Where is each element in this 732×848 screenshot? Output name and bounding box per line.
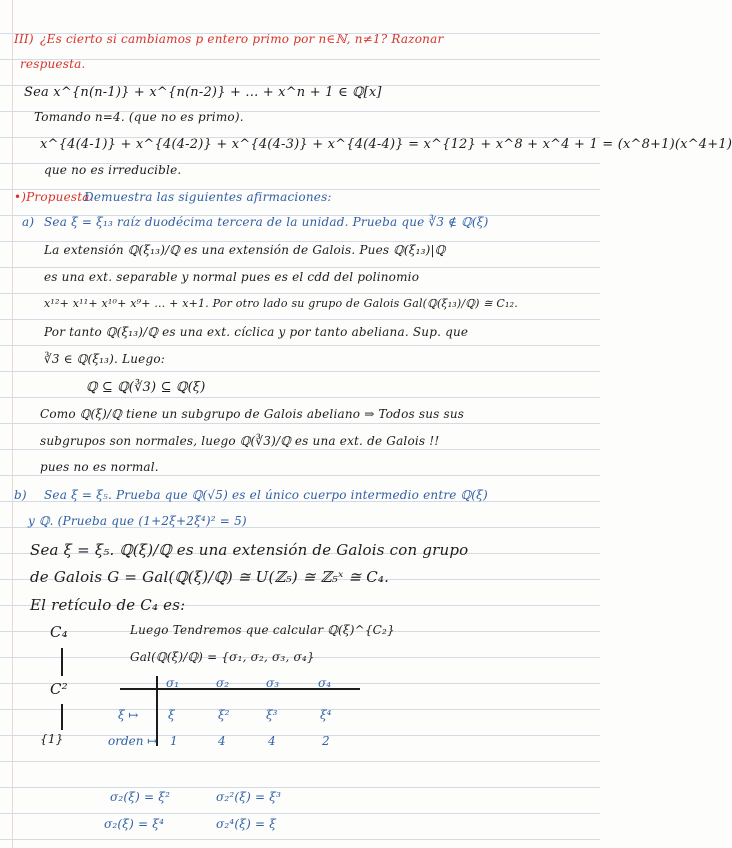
part-a-statement: Sea ξ = ξ₁₃ raíz duodécima tercera de la unidad. Prueba que ∛3 ∉ ℚ(ξ) [44,215,489,229]
table-row1-cell: ξ³ [266,708,278,722]
footer-eq-1: σ₂(ξ) = ξ² [110,790,171,804]
a-line-6: ℚ ⊆ ℚ(∛3) ⊆ ℚ(ξ) [86,380,206,395]
a-line-9: pues no es normal. [40,460,159,474]
table-row1-label: ξ ↦ [118,708,139,722]
propuesta-label: •)Propuesta. [14,190,94,204]
footer-eq-3: σ₂(ξ) = ξ⁴ [104,817,165,831]
a-line-8: subgrupos son normales, luego ℚ(∛3)/ℚ es una ext. de Galois !! [40,434,440,448]
part-b-statement-2: y ℚ. (Prueba que (1+2ξ+2ξ⁴)² = 5) [28,514,247,528]
table-row2-label: orden ↦ [108,734,158,748]
lattice-top: C₄ [50,623,68,641]
table-header-sigma1: σ₁ [166,676,180,690]
tomando-line: Tomando n=4. (que no es primo). [34,110,244,124]
table-row2-cell: 1 [170,734,178,748]
footer-eq-2: σ₂²(ξ) = ξ³ [216,790,282,804]
luego-line-1: Luego Tendremos que calcular ℚ(ξ)^{C₂} [130,623,395,637]
margin-line [12,0,13,848]
a-line-2: es una ext. separable y normal pues es el cdd del polinomio [44,270,420,284]
a-line-1: La extensión ℚ(ξ₁₃)/ℚ es una extensión de Galois. Pues ℚ(ξ₁₃)|ℚ [44,243,446,257]
lattice-edge-lower [61,704,63,730]
section-question: ¿Es cierto si cambiamos p entero primo por n∈ℕ, n≠1? Razonar [40,32,444,46]
a-line-4: Por tanto ℚ(ξ₁₃)/ℚ es una ext. cíclica y por tanto abeliana. Sup. que [44,325,469,339]
polynomial-statement: Sea x^{n(n-1)} + x^{n(n-2)} + ... + x^n + 1 ∈ ℚ[x] [24,85,382,100]
lattice-edge-upper [61,648,63,676]
table-row2-cell: 2 [322,734,330,748]
conclusion-line: que no es irreducible. [44,163,182,177]
table-row1-cell: ξ² [218,708,230,722]
propuesta-title: Demuestra las siguientes afirmaciones: [84,190,332,204]
table-row2-cell: 4 [218,734,226,748]
table-row2-cell: 4 [268,734,276,748]
table-row1-cell: ξ [168,708,175,722]
section-marker: III) [14,32,34,46]
lattice-middle: C² [50,680,68,698]
b-line-2: de Galois G = Gal(ℚ(ξ)/ℚ) ≅ U(ℤ₅) ≅ ℤ₅ˣ ≅ C₄. [30,568,390,586]
lattice-bottom: {1} [40,732,64,746]
table-header-sigma4: σ₄ [318,676,332,690]
table-header-sigma3: σ₃ [266,676,280,690]
footer-eq-4: σ₂⁴(ξ) = ξ [216,817,277,831]
a-line-5: ∛3 ∈ ℚ(ξ₁₃). Luego: [44,352,166,366]
part-b-label: b) [14,488,27,502]
a-line-3: x¹²+ x¹¹+ x¹⁰+ x⁹+ ... + x+1. Por otro lado su grupo de Galois Gal(ℚ(ξ₁₃)/ℚ) ≅ C₁₂. [44,297,518,310]
b-line-1: Sea ξ = ξ₅. ℚ(ξ)/ℚ es una extensión de Galois con grupo [30,541,469,559]
table-header-sigma2: σ₂ [216,676,230,690]
a-line-7: Como ℚ(ξ)/ℚ tiene un subgrupo de Galois abeliano ⇒ Todos sus sus [40,407,465,421]
section-question-cont: respuesta. [20,57,86,71]
expansion-line: x^{4(4-1)} + x^{4(4-2)} + x^{4(4-3)} + x^{4(4-4)} = x^{12} + x^8 + x^4 + 1 = (x^8+1)(x^4+1) [40,137,732,152]
luego-line-2: Gal(ℚ(ξ)/ℚ) = {σ₁, σ₂, σ₃, σ₄} [130,650,315,664]
b-line-3: El retículo de C₄ es: [30,596,186,614]
part-b-statement: Sea ξ = ξ₅. Prueba que ℚ(√5) es el único cuerpo intermedio entre ℚ(ξ) [44,488,488,502]
table-row1-cell: ξ⁴ [320,708,332,722]
part-a-label: a) [22,215,35,229]
